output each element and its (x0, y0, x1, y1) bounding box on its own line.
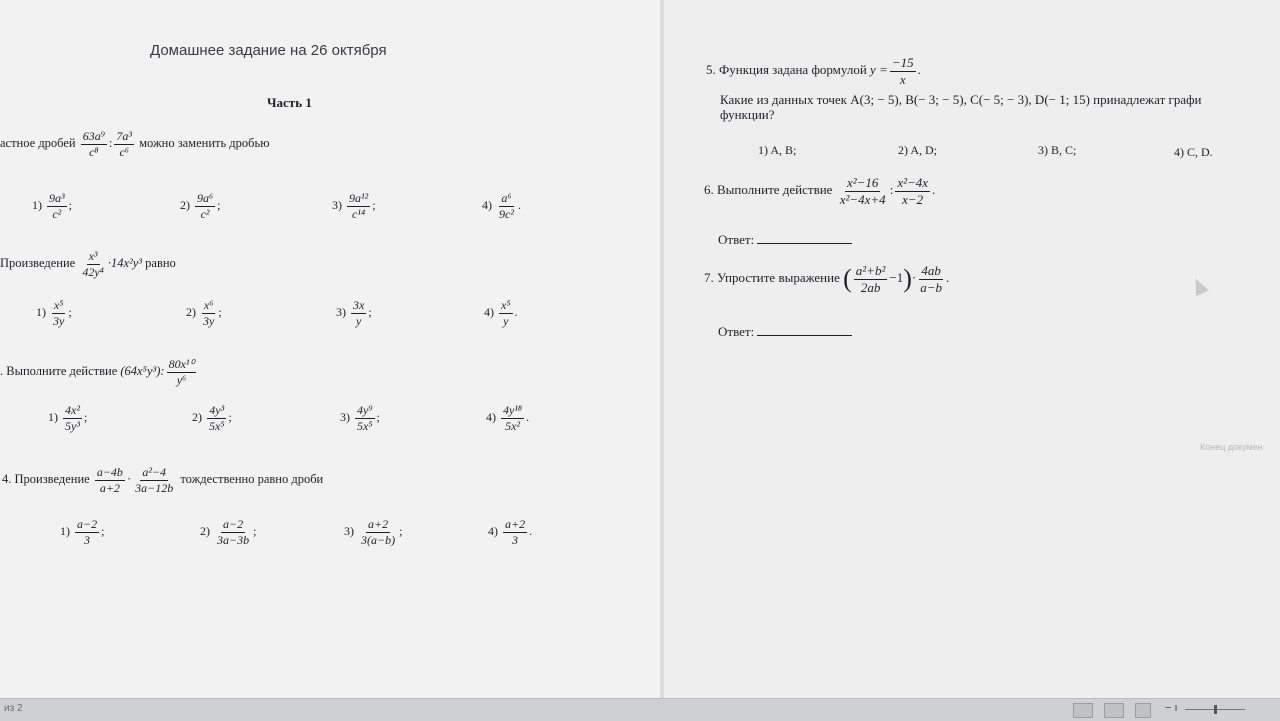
print-layout-view-icon[interactable] (1104, 703, 1124, 718)
q5-option-4: 4) C, D. (1174, 145, 1213, 159)
q4-option-3: 3) $\frac{a+2}{3(a-b)}$ ; (344, 517, 403, 547)
zoom-slider-handle[interactable] (1214, 705, 1217, 714)
q4-fraction-1: $\frac{a-4b}{a+2}$ (96, 465, 123, 495)
q5-fraction: $\frac{-15}{x}$ (891, 55, 914, 87)
q2-option-2: 2) $\frac{\text{x⁶}}{3y}$ ; (186, 298, 222, 328)
q1-text-after: можно заменить дробью (139, 135, 270, 150)
q2-fraction-1: $\frac{\text{x³}}{\text{42y⁴}}$ (82, 249, 104, 279)
q4-option-1: 1) $\frac{a-2}{3}$ ; (60, 517, 105, 547)
status-bar (0, 698, 1280, 721)
question-6: 6. Выполните действие $\frac{\text{x²−16}}{\text{x²−4x+4}}$ : $\frac{\text{x²−4x}}{x-2}$ . (704, 175, 936, 207)
q1-fraction-1: $\frac{\text{63a⁹}}{\text{c⁸}}$ (82, 129, 105, 159)
q2-option-4: 4) $\frac{\text{x⁵}}{y}$ . (484, 298, 518, 328)
q4-fraction-2: $\frac{\text{a²−4}}{3a-12b}$ (135, 465, 174, 495)
q7-answer: Ответ: (718, 324, 852, 340)
question-7: 7. Упростите выражение ( $\frac{\text{a²+b²}}{2ab}$ −1)· $\frac{4ab}{a-b}$ . (704, 263, 950, 295)
part-heading: Часть 1 (267, 95, 312, 110)
q6-answer-line (757, 243, 852, 244)
q2-option-3: 3) $\frac{3x}{y}$ ; (336, 298, 372, 328)
q5-option-2: 2) A, D; (898, 143, 937, 157)
q3-option-2: 2) $\frac{\text{4y³}}{\text{5x⁵}}$ ; (192, 403, 232, 433)
q3-fraction-1: $\frac{\text{80x¹⁰}}{\text{y⁶}}$ (168, 357, 195, 387)
question-5: 5. Функция задана формулой y = $\frac{-15}{x}$ . (706, 55, 921, 87)
q5-option-3: 3) B, C; (1038, 143, 1077, 157)
end-of-document-label: Конец докумен (1200, 442, 1263, 452)
document-page-right (664, 0, 1280, 698)
q6-fraction-2: $\frac{\text{x²−4x}}{x-2}$ (897, 175, 929, 207)
q7-fraction-1: $\frac{\text{a²+b²}}{2ab}$ (855, 263, 886, 295)
homework-title: Домашнее задание на 26 октября (150, 42, 387, 59)
q1-text-before: астное дробей (0, 135, 76, 150)
q1-option-3: 3) $\frac{\text{9a¹²}}{\text{c¹⁴}}$ ; (332, 191, 376, 221)
q3-option-3: 3) $\frac{\text{4y⁹}}{\text{5x⁵}}$ ; (340, 403, 380, 433)
question-4: 4. Произведение $\frac{a-4b}{a+2}$ · $\frac{\text{a²−4}}{3a-12b}$ тождественно равно дроби (2, 465, 324, 495)
q1-option-2: 2) $\frac{\text{9a⁶}}{\text{c²}}$ ; (180, 191, 221, 221)
q1-option-4: 4) $\frac{\text{a⁶}}{\text{9c²}}$ . (482, 191, 521, 221)
q1-option-1: 1) $\frac{\text{9a³}}{\text{c²}}$ ; (32, 191, 72, 221)
q6-fraction-1: $\frac{\text{x²−16}}{\text{x²−4x+4}}$ (839, 175, 886, 207)
q5-line-3: функции? (720, 107, 775, 122)
page-count: из 2 (4, 703, 23, 714)
q7-fraction-2: $\frac{4ab}{a-b}$ (920, 263, 942, 295)
q3-option-1: 1) $\frac{\text{4x²}}{\text{5y³}}$ ; (48, 403, 88, 433)
read-mode-view-icon[interactable] (1073, 703, 1093, 718)
question-3: . Выполните действие (64x⁵y³): $\frac{\text{80x¹⁰}}{\text{y⁶}}$ (0, 357, 195, 387)
web-layout-view-icon[interactable] (1135, 703, 1151, 718)
zoom-out-button[interactable]: − ı (1165, 702, 1178, 714)
question-1: астное дробей $\frac{\text{63a⁹}}{\text{c⁸}}$ : $\frac{\text{7a³}}{\text{c⁶}}$ можно заменить дробью (0, 129, 270, 159)
question-2: Произведение $\frac{\text{x³}}{\text{42y⁴}}$ ·14x²y³ равно (0, 249, 176, 279)
q7-answer-line (757, 335, 852, 336)
q5-option-1: 1) A, B; (758, 143, 797, 157)
q2-option-1: 1) $\frac{\text{x⁵}}{3y}$ ; (36, 298, 72, 328)
q4-option-4: 4) $\frac{a+2}{3}$ . (488, 517, 533, 547)
q1-fraction-2: $\frac{\text{7a³}}{\text{c⁶}}$ (116, 129, 133, 159)
q4-option-2: 2) $\frac{a-2}{3a-3b}$ ; (200, 517, 257, 547)
document-page-left (0, 0, 660, 698)
q5-line-2: Какие из данных точек A(3; − 5), B(− 3; − 5), C(− 5; − 3), D(− 1; 15) принадлежат графи (720, 92, 1202, 107)
q6-answer: Ответ: (718, 232, 852, 248)
q3-option-4: 4) $\frac{\text{4y¹⁸}}{\text{5x²}}$ . (486, 403, 530, 433)
